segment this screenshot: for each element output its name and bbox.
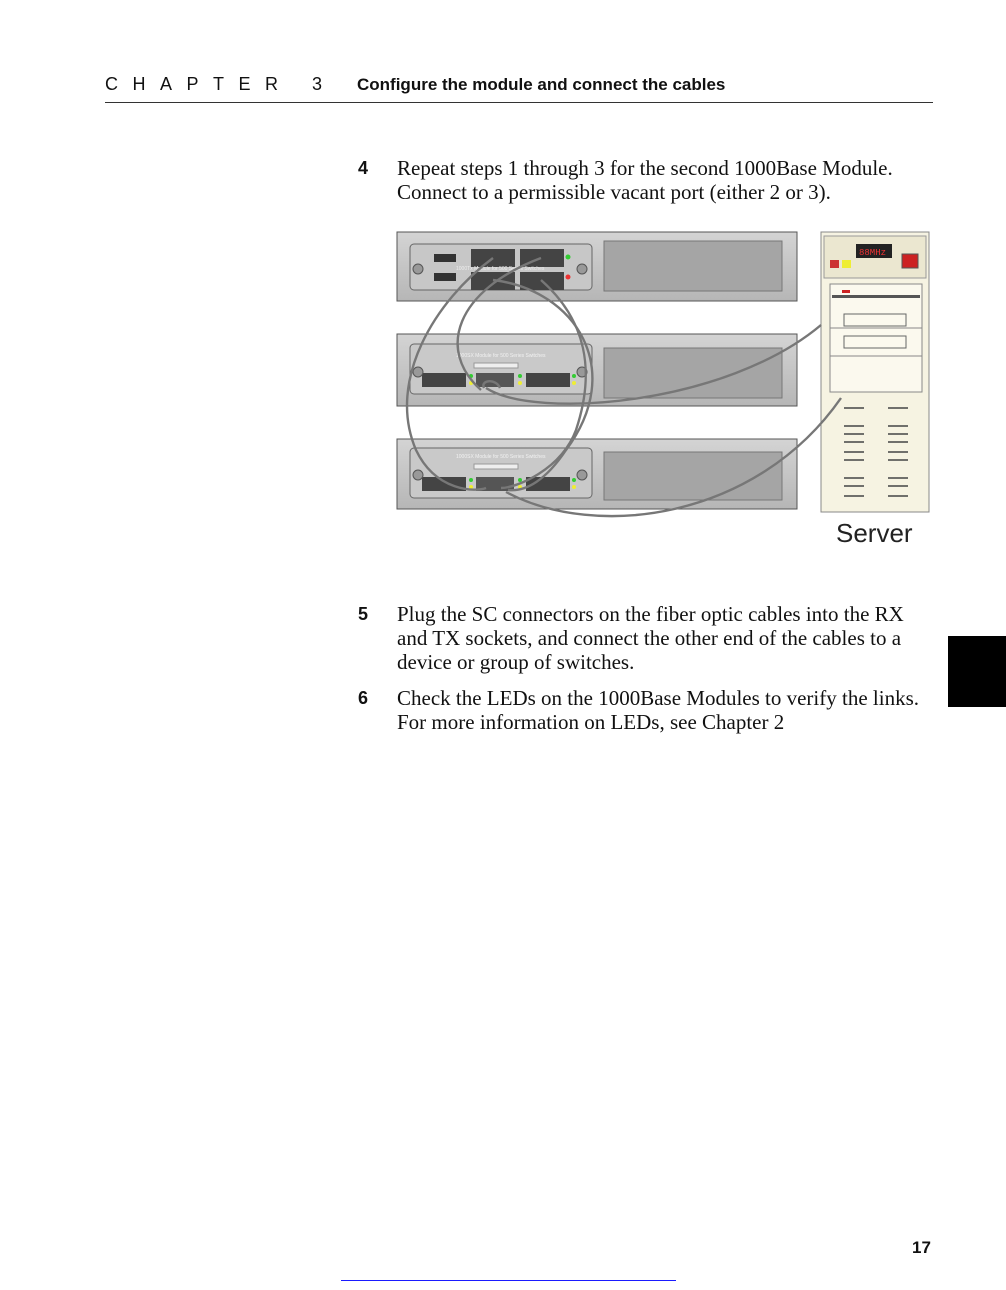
server-tower — [821, 232, 929, 512]
step-number: 6 — [358, 688, 369, 708]
step-number: 5 — [358, 604, 369, 624]
chapter-label: CHAPTER 3 — [105, 74, 337, 94]
cabling-diagram — [396, 230, 932, 555]
chapter-title: Configure the module and connect the cables — [357, 75, 726, 94]
page-header — [105, 74, 933, 103]
page-number: 17 — [912, 1238, 931, 1257]
server-display: 88MHz — [859, 248, 887, 258]
chapter-thumb-tab — [948, 636, 1006, 707]
step-number: 4 — [358, 158, 369, 178]
server-label: Server — [836, 518, 913, 548]
step-text: Repeat steps 1 through 3 for the second 1000Base Module. Connect to a permissible vacant port (either 2 or 3). — [397, 156, 893, 204]
switch-unit-bottom — [397, 439, 797, 509]
module-label-middle: 1000SX Module for 500 Series Switches — [456, 353, 546, 359]
module-label-top: 1000Tx Module for 500 Series Switches — [456, 266, 545, 272]
module-label-bottom: 1000SX Module for 500 Series Switches — [456, 454, 546, 460]
step-text: Plug the SC connectors on the fiber optic cables into the RX and TX sockets, and connect the other end of the cables to a device or group of switches. — [397, 602, 904, 674]
footer-rule — [341, 1280, 676, 1281]
step-text: Check the LEDs on the 1000Base Modules to verify the links. For more information on LEDs, see Chapter 2 — [397, 686, 919, 734]
